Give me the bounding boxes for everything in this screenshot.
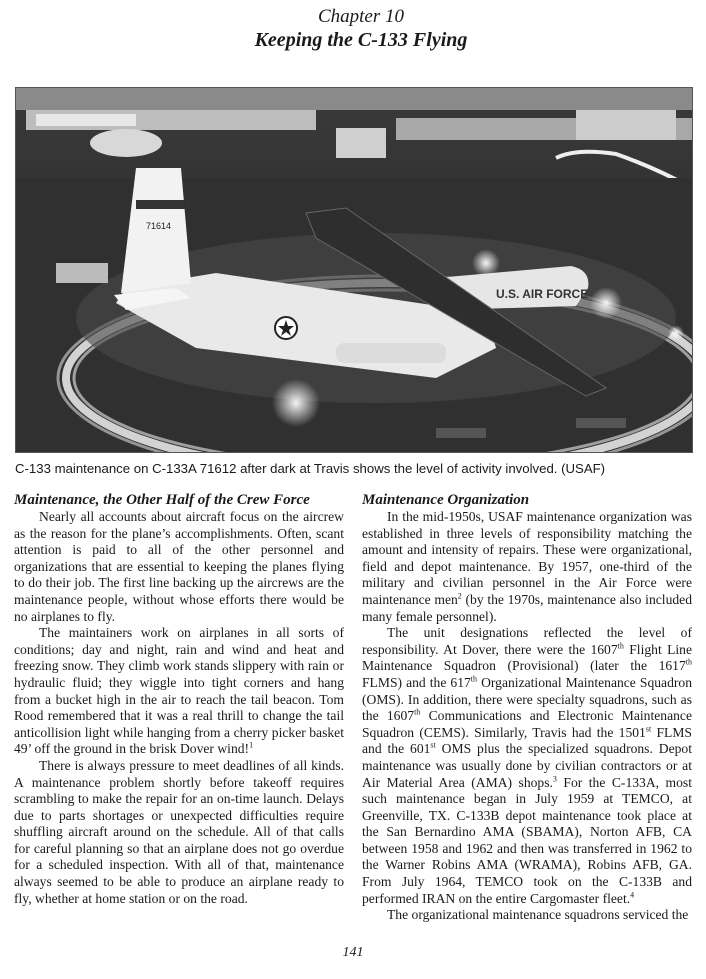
chapter-header: [0, 6, 706, 52]
paragraph: Nearly all accounts about aircraft focus on the aircrew as the reason for the plane’s accomplishments. Often, scant attention is paid to all of the other personnel and organizations that are essential to keeping the planes flying to do their job. The first line backing up the aircrews are the maintenance people, without whose efforts there would be no airplanes to fly.: [14, 509, 344, 624]
paragraph: The organizational maintenance squadrons serviced the: [387, 907, 689, 923]
footnote-ref: 2: [457, 591, 462, 601]
footnote-ref: 3: [552, 773, 557, 783]
aircraft-photo: [15, 87, 693, 453]
c133-night-photo-illustration: [16, 88, 692, 452]
right-column: [362, 492, 692, 924]
chapter-number: Chapter 10: [317, 6, 405, 27]
svg-text:U.S. AIR FORCE: U.S. AIR FORCE: [496, 287, 589, 301]
ordinal-suffix: th: [470, 674, 478, 684]
left-column: [14, 492, 344, 907]
footnote-ref: 1: [249, 740, 254, 750]
paragraph: There is always pressure to meet deadlines of all kinds. A maintenance problem shortly before takeoff requires scrambling to make the repair for an on-time launch. Delays due to parts shortages or unexpected difficulties require shuffling aircraft around on the schedule. All of that calls for careful planning so that an airplane does not go overdue for a scheduled inspection. With all of that, maintenance always seemed to be able to produce an airplane ready to fly, whether at home station or on the road.: [14, 757, 344, 906]
ordinal-suffix: st: [430, 740, 436, 750]
ordinal-suffix: th: [617, 641, 624, 651]
section-title-maintenance-crew-force: Maintenance, the Other Half of the Crew Force: [14, 492, 310, 508]
ordinal-suffix: th: [414, 707, 421, 717]
paragraph: The unit designations reflected the level of responsibility. At Dover, there were the 1607th Flight Line Maintenance Squadron (Provisional) (later the 1617th FLMS) and the 617th Organizational Maintenance Squadron (OMS). In addition, there were specialty squadrons, such as the 1607th Communications and Electronic Maintenance Squadron (CEMS). Similarly, Travis had the 1501st FLMS and the 601st OMS plus the specialized squadrons. Depot maintenance was usually done by civilian contractors or at Air Material Area (AMA) shops.$^3$ For the C-133A, most such maintenance began in July 1959 at TEMCO, at Greenville, TX. C-133B depot maintenance took place at the San Bernardino AMA (SBAMA), Norton AFB, CA between 1958 and 1962 and then was transferred in 1962 to the Warner Robins AMA (WRAMA), Robins AFB, GA. From July 1964, TEMCO took on the C-133B and performed IRAN on the entire Cargomaster fleet.$^4$: [362, 625, 692, 906]
paragraph: In the mid-1950s, USAF maintenance organization was established in three levels of responsibility matching the amount and intensity of repairs. These were organizational, field and depot maintenance. By 1957, one-third of the military and civilian personnel in the Air Force were maintenance men$^2$ (by the 1970s, maintenance also included many female personnel).: [362, 509, 692, 624]
ordinal-suffix: st: [645, 724, 652, 734]
ordinal-suffix: th: [685, 657, 692, 667]
section-title-maintenance-organization: Maintenance Organization: [362, 492, 530, 508]
chapter-title: Keeping the C-133 Flying: [254, 29, 468, 51]
svg-text:71614: 71614: [146, 221, 172, 231]
figure-caption: C-133 maintenance on C-133A 71612 after dark at Travis shows the level of activity involved. (USAF): [15, 461, 606, 476]
page-number: 141: [342, 945, 364, 960]
paragraph: The maintainers work on airplanes in all sorts of conditions; day and night, rain and wind and heat and freezing snow. They climb work stands slippery with rain or hydraulic fluid; they wiggle into tight corners and hang from a bucket high in the air to reach the tail beacon. Tom Rood remembered that it was a real thrill to change the tail anticollision light while hanging from a cherry picker basket 49’ off the ground in the brisk Dover wind!$^1$: [14, 625, 344, 757]
footnote-ref: 4: [630, 890, 635, 900]
